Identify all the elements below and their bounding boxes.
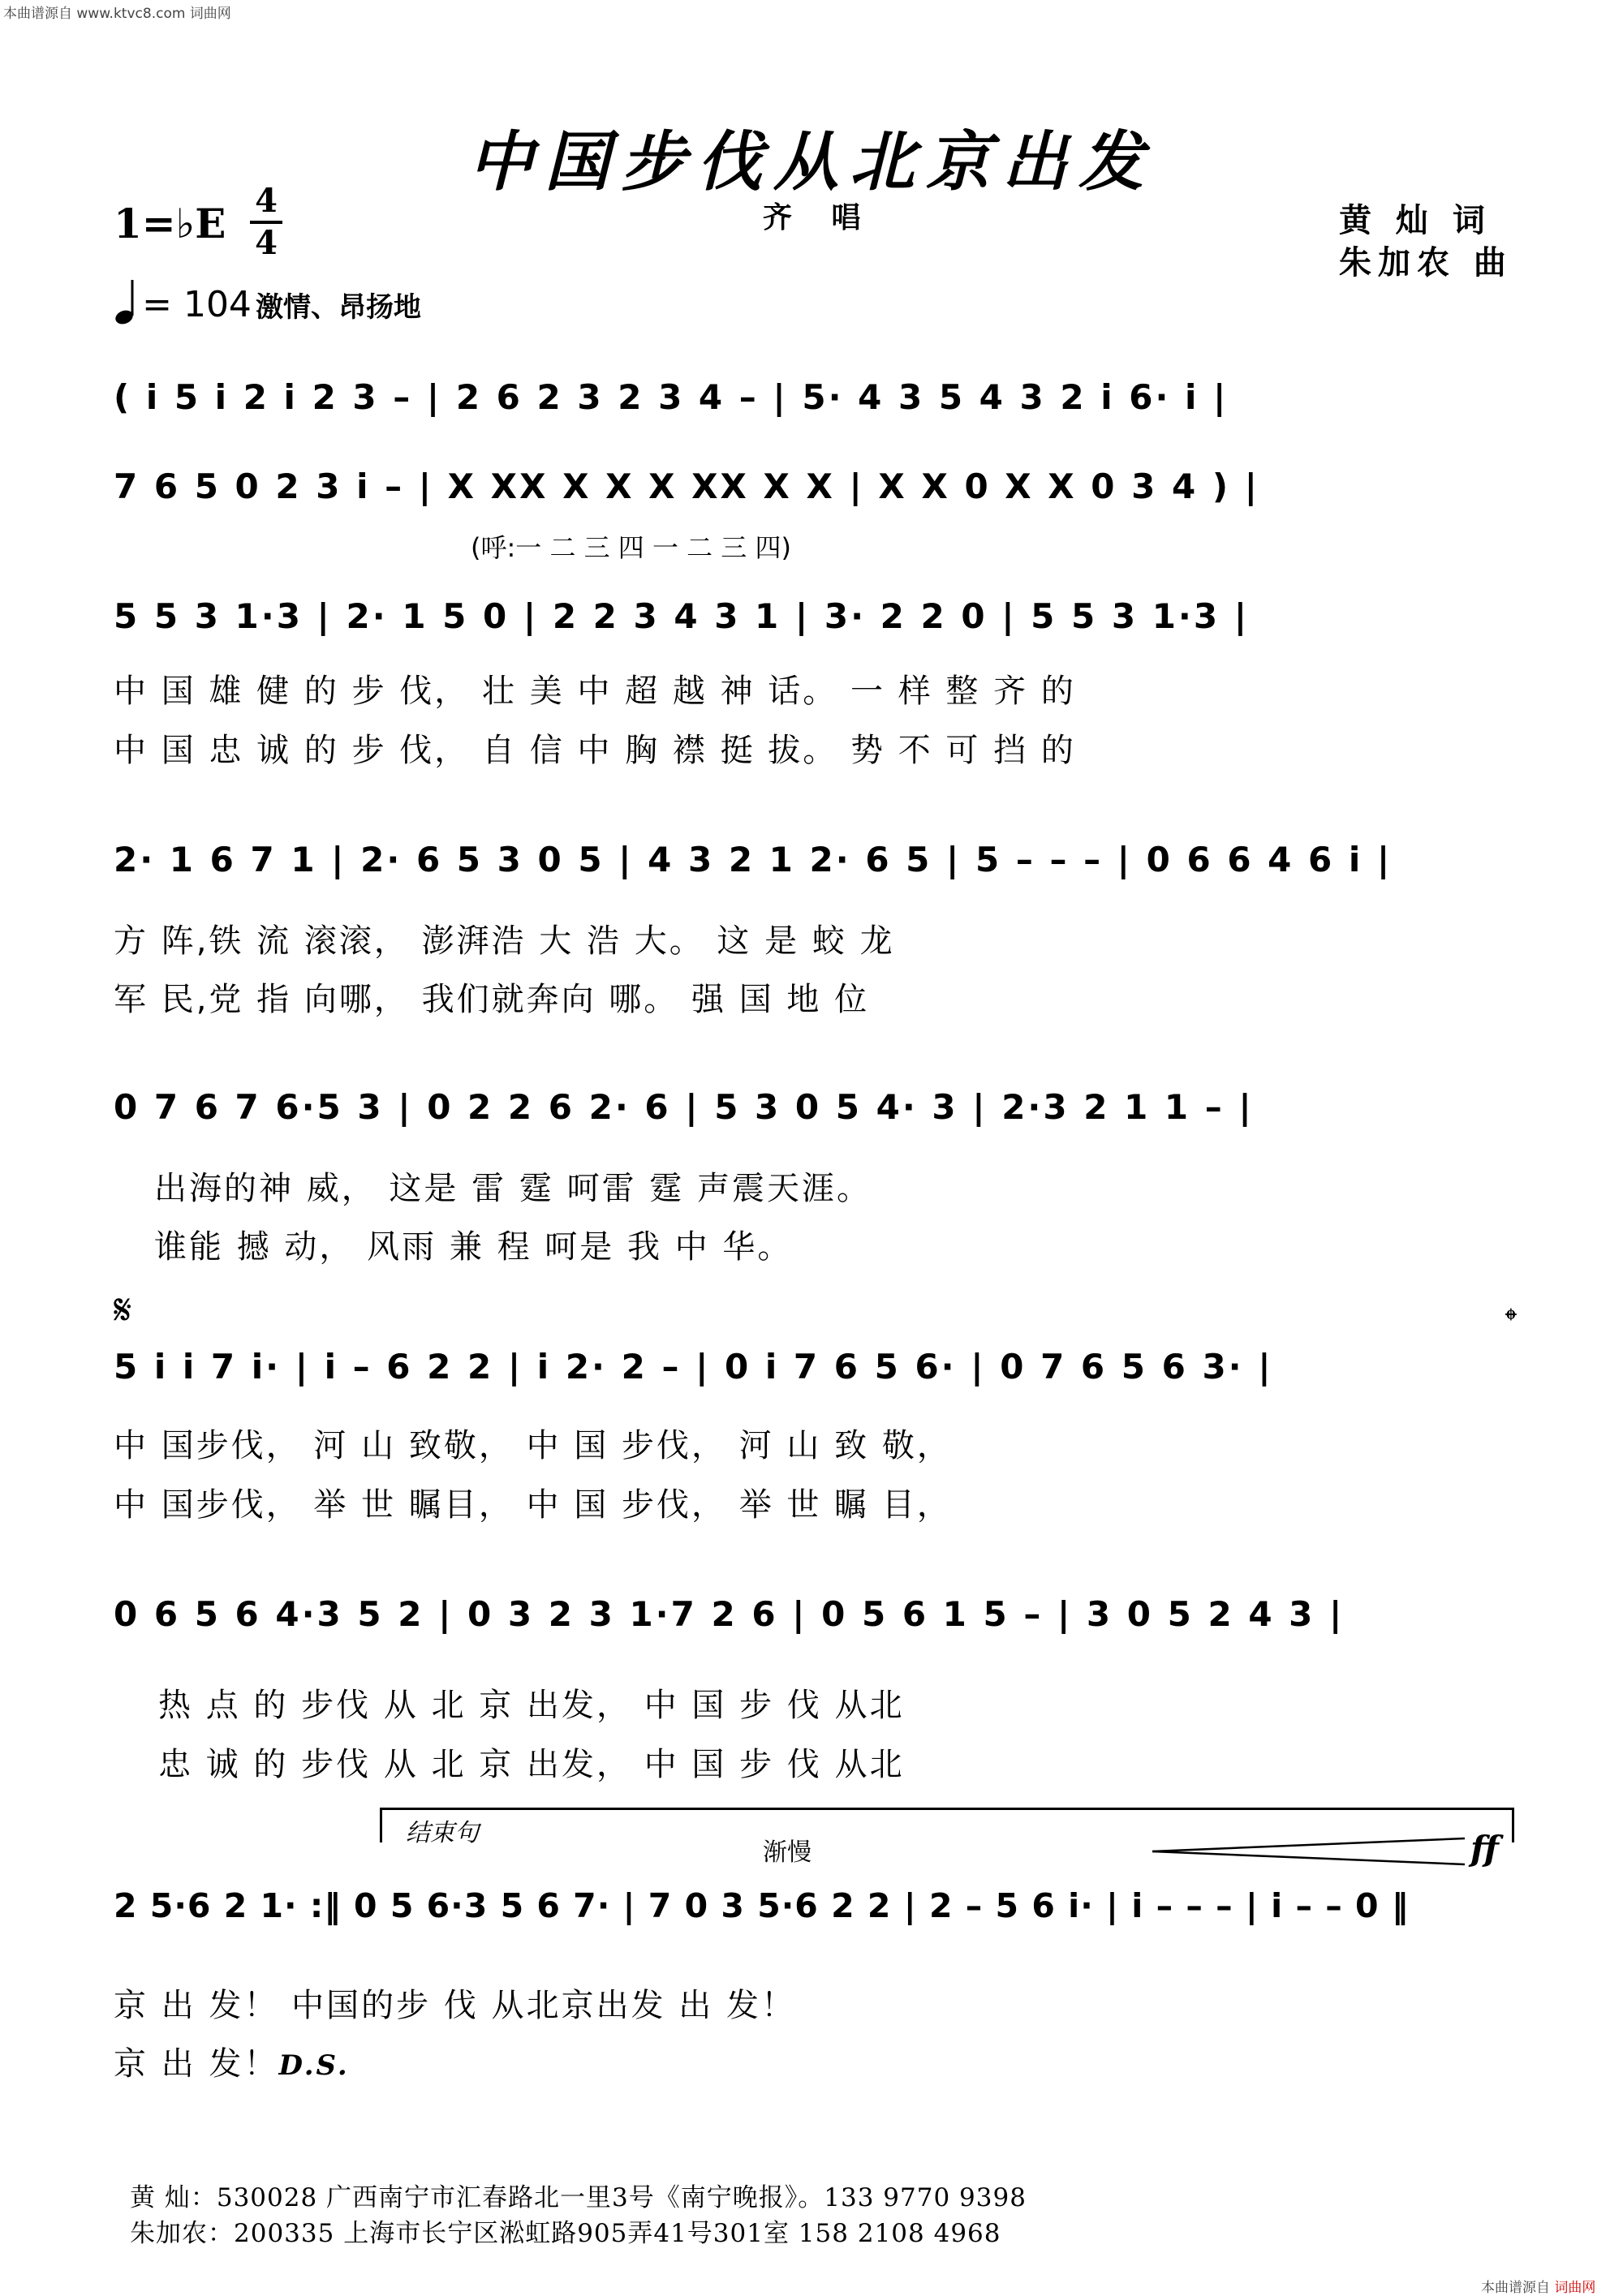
segno-sign: 𝄋 (114, 1286, 132, 1335)
lyric-line-3-verse-2: 谁能 撼 动， 风雨 兼 程 呵是 我 中 华。 (154, 1228, 793, 1266)
contact-name: 黄 灿 (130, 2183, 191, 2212)
quarter-note-icon (114, 278, 138, 325)
contact-lyricist (130, 2177, 1027, 2213)
score-line-6: 2 5·6 2 1· :‖ 0 5 6·3 5 6 7· | 7 0 3 5·6 2 2 | 2 – 5 6 i· | i – – – | i – – 0 ‖ (114, 1886, 1410, 1925)
lyric-line-6-verse-1: 京 出 发！ 中国的步 伐 从北京出发 出 发！ (114, 1987, 797, 2024)
key-signature: 1=♭E (114, 200, 226, 247)
composer-credit: 朱加农 曲 (1339, 244, 1513, 282)
time-signature-top: 4 (255, 182, 278, 220)
lyric-line-5-verse-2: 忠 诚 的 步伐 从 北 京 出发， 中 国 步 伐 从北 (158, 1746, 905, 1783)
time-signature-bottom: 4 (255, 224, 278, 262)
contact-name: 朱加农 (130, 2219, 208, 2248)
contact-composer (130, 2212, 1001, 2249)
lyric-line-2-verse-2: 军 民,党 指 向哪， 我们就奔向 哪。 强 国 地 位 (114, 981, 870, 1018)
shout-text: (呼:一 二 三 四 一 二 三 四) (471, 532, 791, 563)
lyric-line-5-verse-1: 热 点 的 步伐 从 北 京 出发， 中 国 步 伐 从北 (158, 1687, 905, 1724)
ritardando-mark: 渐慢 (763, 1838, 812, 1867)
lyric-line-2-verse-1: 方 阵,铁 流 滚滚， 澎湃浩 大 浩 大。 这 是 蛟 龙 (114, 922, 895, 960)
lyric-line-1-verse-2: 中 国 忠 诚 的 步 伐， 自 信 中 胸 襟 挺 拔。 势 不 可 挡 的 (114, 732, 1076, 769)
lyric-line-3-verse-1: 出海的神 威， 这是 雷 霆 呵雷 霆 声震天涯。 (154, 1170, 872, 1207)
time-signature (250, 183, 282, 261)
contact-info: ：530028 广西南宁市汇春路北一里3号《南宁晚报》。133 9770 9398 (190, 2183, 1027, 2212)
intro-line-2: 7 6 5 0 2 3 i – | X XX X X X XX X X | X X 0 X X 0 3 4 ) | (114, 467, 1259, 506)
crescendo-hairpin-icon (1152, 1835, 1469, 1868)
lyricist-credit: 黄 灿 词 (1339, 202, 1492, 239)
top-watermark: 本曲谱源自 www.ktvc8.com 词曲网 (3, 6, 231, 22)
tempo-value: = 104 (142, 284, 252, 325)
score-line-4: 5 i i 7 i· | i – 6 2 2 | i 2· 2 – | 0 i 7 6 5 6· | 0 7 6 5 6 3· | (114, 1347, 1273, 1387)
lyric-line-4-verse-2: 中 国步伐， 举 世 瞩目， 中 国 步伐， 举 世 瞩 目， (114, 1486, 952, 1524)
coda-sign: 𝄌 (1505, 1302, 1517, 1339)
lyric-line-1-verse-1: 中 国 雄 健 的 步 伐， 壮 美 中 超 越 神 话。 一 样 整 齐 的 (114, 673, 1076, 710)
dal-segno-mark: D.S. (278, 2049, 350, 2082)
lyric-line-6-verse-2 (114, 2038, 350, 2084)
bottom-watermark-brand: 词曲网 (1554, 2280, 1596, 2296)
tempo-mark (114, 278, 421, 325)
dynamic-mark: ff (1470, 1829, 1499, 1868)
bottom-watermark (1481, 2276, 1595, 2296)
score-line-5: 0 6 5 6 4·3 5 2 | 0 3 2 3 1·7 2 6 | 0 5 6 1 5 – | 3 0 5 2 4 3 | (114, 1594, 1345, 1634)
bottom-watermark-source: 本曲谱源自 (1481, 2280, 1550, 2296)
score-line-3: 0 7 6 7 6·5 3 | 0 2 2 6 2· 6 | 5 3 0 5 4· 3 | 2·3 2 1 1 – | (114, 1087, 1254, 1127)
score-line-2: 2· 1 6 7 1 | 2· 6 5 3 0 5 | 4 3 2 1 2· 6 5 | 5 – – – | 0 6 6 4 6 i | (114, 840, 1393, 879)
intro-line-1: ( i 5 i 2 i 2 3 – | 2 6 2 3 2 3 4 – | 5· 4 3 5 4 3 2 i 6· i | (114, 377, 1229, 417)
lyric-line-6-verse-2-text: 京 出 发！ (114, 2045, 279, 2083)
ending-label: 结束句 (406, 1819, 479, 1847)
tempo-expression: 激情、昂扬地 (256, 291, 422, 324)
song-title: 中国步伐从北京出发 (468, 123, 1155, 200)
lyric-line-4-verse-1: 中 国步伐， 河 山 致敬， 中 国 步伐， 河 山 致 敬， (114, 1427, 952, 1464)
performance-style: 齐 唱 (763, 201, 876, 234)
contact-info: ：200335 上海市长宁区淞虹路905弄41号301室 158 2108 4968 (208, 2219, 1001, 2248)
score-line-1: 5 5 3 1·3 | 2· 1 5 0 | 2 2 3 4 3 1 | 3· 2 2 0 | 5 5 3 1·3 | (114, 596, 1250, 636)
